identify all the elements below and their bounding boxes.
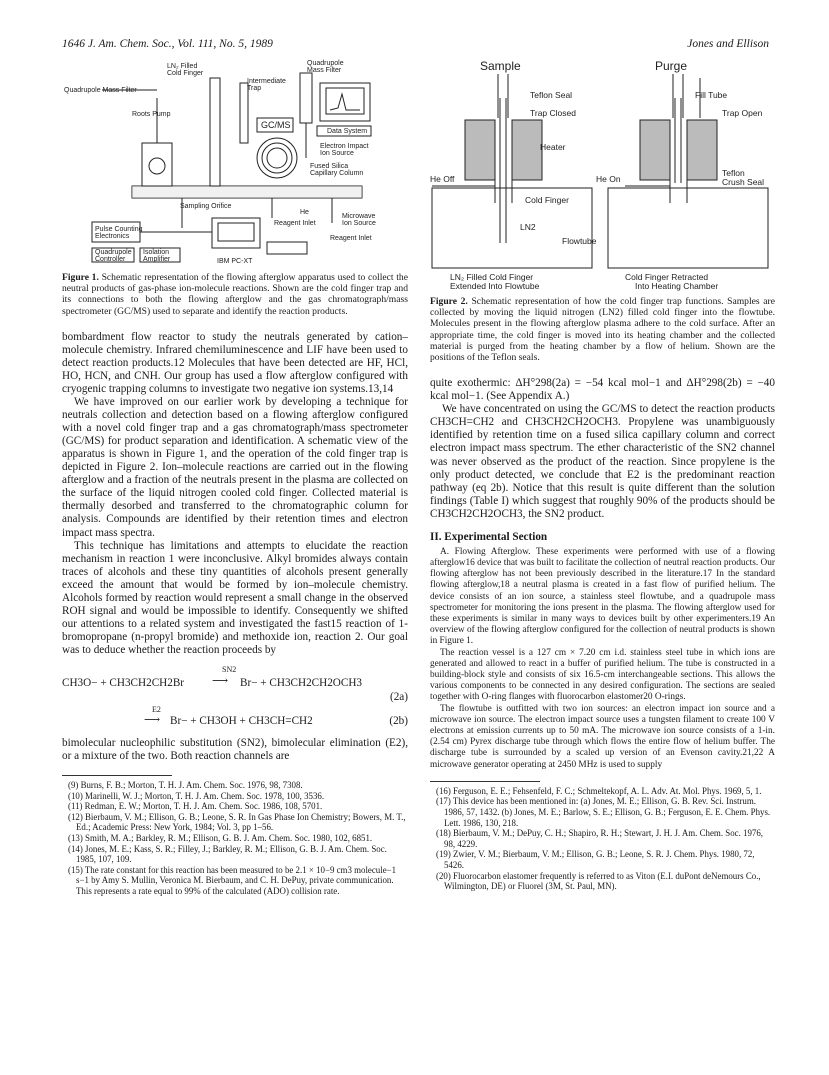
footnote-rule-left — [62, 775, 172, 776]
eq2b-arrow-label: E2 — [152, 704, 161, 714]
fig1-label-microwave: Microwave — [342, 213, 376, 220]
fig1-label-he: He — [300, 209, 309, 216]
fig2-label-bottom-left-line2: Extended Into Flowtube — [450, 281, 540, 291]
eq2a-number: (2a) — [389, 690, 408, 703]
reference-15: (15) The rate constant for this reaction has been measured to be 2.1 × 10−9 cm3 molecule−1 s−1 by Amy S. Mullin, Veronica M. Bierbaum, and C. H. DePuy, private communication. This represents a rate equal to 99% of the calculated (ADO) collision rate. — [68, 864, 397, 897]
fig2-label-fill-tube: Fill Tube — [695, 90, 728, 100]
fig2-label-bottom-left: LN₂ Filled Cold Finger — [450, 272, 534, 282]
figure-1-caption — [62, 272, 408, 317]
reference-9: (9) Burns, F. B.; Morton, T. H. J. Am. Chem. Soc. 1976, 98, 7308. — [68, 780, 303, 791]
right-paragraph-2: We have concentrated on using the GC/MS to detect the reaction products CH3CH=CH2 and CH3CH2CH2OCH3. Propylene was unambiguously identified by retention time on a fused silica capillary column and correct electron impact mass spectrum. The ether characteristic of the SN2 channel was never observed as the product of the reaction. Since propylene is the only product detected, we conclude that E2 is the predominant reaction pathway (eq 2b). Notice that this result is quite different than the solution findings (Table I) which suggest that roughly 90% of the products should be CH3CH2CH2OCH3, the SN2 product. — [430, 403, 775, 520]
figure-1-schematic — [62, 58, 408, 270]
eq2a-rhs: Br− + CH3CH2CH2OCH3 — [240, 676, 363, 689]
reference-11: (11) Redman, E. W.; Morton, T. H. J. Am. Chem. Soc. 1986, 108, 5701. — [68, 801, 323, 812]
right-body — [430, 377, 775, 521]
footnote-rule-right — [430, 781, 540, 782]
fig2-label-purge: Purge — [655, 59, 688, 73]
fig2-label-trap-open: Trap Open — [722, 108, 763, 118]
eq2a-arrow-label: SN2 — [222, 664, 237, 674]
reference-20: (20) Fluorocarbon elastomer frequently is referred to as Viton (E.I. duPont deNemours Co., Wilmington, DE) or Fluorel (3M, St. Paul, MN). — [436, 870, 761, 892]
fig1-label-fused: Fused Silica — [310, 163, 349, 170]
fig1-label-pulse-line2: Electronics — [95, 233, 130, 240]
fig2-label-sample: Sample — [480, 59, 521, 73]
reference-19: (19) Zwier, V. M.; Bierbaum, V. M.; Ellison, G. B.; Leone, S. R. J. Chem. Phys. 1980, 72, 5426. — [436, 849, 755, 870]
eq2b-number: (2b) — [389, 714, 408, 727]
fig1-label-quad-ctrl: Quadrupole — [95, 249, 132, 256]
exp-paragraph-1: A. Flowing Afterglow. These experiments were performed with use of a flowing afterglow16 device that was built to facilitate the collection of neutral reaction products. Our flowing afterglow has not been previously described in the literature.17 In the standard flowing afterglow,18 a neutral plasma is created in a fast flow of purified helium. The device consists of an ion source, a stainless steel flowtube, and a quadrupole mass spectrometer for monitoring the ions present in the plasma. The flowing afterglow used for these experiments is similar in many ways to devices built by other experimenters.19 An overview of the flowing afterglow configured for the collection of neutral products is shown in Figure 1. — [430, 546, 775, 647]
fig1-label-isolation: Isolation — [143, 249, 170, 256]
fig1-label-quad-ctrl-line2: Controller — [95, 256, 126, 263]
eq2a-lhs: CH3O− + CH3CH2CH2Br — [62, 676, 185, 689]
fig1-label-microwave-line2: Ion Source — [342, 220, 376, 227]
left-paragraph-2: We have improved on our earlier work by developing a technique for neutrals collection and detection based on a flowing afterglow configured with a novel cold finger trap and a gas chromatograph/mass spectrometer (GC/MS) for product separation and identification. A schematic view of the apparatus is shown in Figure 1, and the operation of the cold finger trap is depicted in Figure 2. Ion–molecule reactions are carried out in the flowing afterglow and a fraction of the neutrals present in the plasma are collected on the surface of the liquid nitrogen cooled cold finger. Collected material is thermally desorbed and transferred to the chromatographic column for analysis. Compounds are identified by their retention times and electron impact mass spectra. — [62, 396, 408, 539]
reference-18: (18) Bierbaum, V. M.; DePuy, C. H.; Shapiro, R. H.; Stewart, J. H. J. Am. Chem. Soc. 1976, 98, 4229. — [436, 828, 763, 849]
left-body-after-eq — [62, 737, 408, 763]
equation-2a — [62, 665, 408, 701]
left-body — [62, 331, 408, 657]
fig1-label-ln2: LN₂ Filled — [167, 63, 198, 70]
figure-2-schematic — [430, 58, 775, 294]
reference-14: (14) Jones, M. E.; Kass, S. R.; Filley, J.; Barkley, R. M.; Ellison, G. B. J. Am. Chem. Soc. 1985, 107, 109. — [68, 843, 387, 865]
reference-13: (13) Smith, M. A.; Barkley, R. M.; Ellison, G. B. J. Am. Chem. Soc. 1980, 102, 6851. — [68, 833, 373, 844]
fig2-label-bottom-right-line2: Into Heating Chamber — [635, 281, 719, 291]
eq2a-arrow: ⟶ — [212, 674, 229, 687]
left-paragraph-after-eq: bimolecular nucleophilic substitution (SN2), bimolecular elimination (E2), or a mixture of the two. Both reaction channels are — [62, 736, 408, 763]
reference-17: (17) This device has been mentioned in: (a) Jones, M. E.; Ellison, G. B. Rev. Sci. Instrum. 1986, 57, 1432. (b) Jones, M. E.; Barlow, S. E.; Ellison, G. B.; Ferguson, E. E. Chem. Phys. Lett. 1986, 130, 218. — [436, 796, 771, 828]
equation-2b — [62, 704, 408, 733]
fig2-label-he-on: He On — [596, 174, 621, 184]
eq2b-rhs: Br− + CH3OH + CH3CH=CH2 — [170, 714, 313, 727]
figure-1 — [62, 58, 408, 270]
fig1-label-fused-line2: Capillary Column — [310, 170, 364, 177]
experimental-text — [430, 547, 775, 771]
right-paragraph-1: quite exothermic: ΔH°298(2a) = −54 kcal mol−1 and ΔH°298(2b) = −40 kcal mol−1. (See Appendix A.) — [430, 377, 775, 403]
fig1-label-quad-top: Quadrupole — [307, 60, 344, 67]
fig2-label-heater: Heater — [540, 142, 566, 152]
section-title: II. Experimental Section — [430, 530, 548, 543]
author-names: Jones and Ellison — [687, 38, 769, 50]
figure-2-caption-label: Figure 2. — [430, 296, 468, 307]
reference-16: (16) Ferguson, E. E.; Fehsenfeld, F. C.; Schmeltekopf, A. L. Adv. At. Mol. Phys. 1969, 5, 1. — [436, 785, 762, 796]
fig1-label-ibm: IBM PC-XT — [217, 258, 253, 265]
fig1-label-orifice: Sampling Orifice — [180, 203, 232, 210]
fig2-label-bottom-right: Cold Finger Retracted — [625, 272, 709, 282]
fig1-label-quad-top-line2: Mass Filter — [307, 67, 342, 74]
exp-paragraph-2: The reaction vessel is a 127 cm × 7.20 cm i.d. stainless steel tube in which ions are generated and allowed to react in a buffer of purified helium. The tube is constructed in a building-block style and consists of six 16.5-cm interchangeable sections. This allows the various components to be connected in any desired configuration. The sections are sealed together with O-ring flanges with fluorocarbon elastomer20 O-rings. — [430, 647, 775, 703]
figure-2 — [430, 58, 775, 294]
figure-1-caption-text: Schematic representation of the flowing afterglow apparatus used to collect the neutral products of gas-phase ion-molecule reactions. Shown are the cold finger trap and its connections to both the flowing afterglow and the gas chromatograph/mass spectrometer (GC/MS) used to separate and identify the reaction products. — [62, 272, 408, 317]
fig1-label-gcms: GC/MS — [261, 120, 291, 130]
fig1-label-data-system: Data System — [327, 128, 368, 135]
fig2-label-teflon-crush-line2: Crush Seal — [722, 177, 765, 187]
fig1-label-intermediate: Intermediate — [247, 78, 286, 85]
eq2b-arrow: ⟶ — [144, 713, 161, 726]
figure-2-caption — [430, 296, 775, 363]
fig1-label-roots: Roots Pump — [132, 111, 171, 118]
reference-10: (10) Marinelli, W. J.; Morton, T. H. J. Am. Chem. Soc. 1978, 100, 3536. — [68, 790, 325, 801]
fig2-label-ln2: LN2 — [520, 222, 536, 232]
fig1-label-reagent1: Reagent Inlet — [274, 220, 316, 227]
fig1-label-reagent2: Reagent Inlet — [330, 235, 372, 242]
fig2-label-teflon-seal: Teflon Seal — [530, 90, 573, 100]
fig1-label-quad-left: Quadrupole Mass Filter — [64, 87, 137, 94]
figure-2-caption-text: Schematic representation of how the cold finger trap functions. Samples are collected by moving the liquid nitrogen (LN2) filled cold finger into the flowtube. Molecules present in the flowing afterglow plasma adhere to the cold surface. After an appropriate time, the cold finger is moved into its heating chamber and the collected material is purged from the heating chamber by a flow of helium. Shown are the positions of the Teflon seals. — [430, 296, 775, 364]
fig1-label-pulse: Pulse Counting — [95, 226, 143, 233]
fig1-label-ln2-line2: Cold Finger — [167, 70, 204, 77]
fig2-label-teflon-crush: Teflon — [722, 168, 745, 178]
left-paragraph-1: bombardment flow reactor to study the neutrals generated by cation–molecule chemistry. Infrared chemiluminescence and LIF have been used to detect reaction products.12 Molecules that have been detected are HF, HCl, HO, HCN, and CNH. Our group has used a flow afterglow configured with cryogenic trapping columns to investigate two negative ion systems.13,14 — [62, 330, 408, 395]
fig1-label-intermediate-line2: Trap — [247, 85, 262, 92]
fig2-label-flowtube: Flowtube — [562, 236, 597, 246]
right-references — [430, 786, 775, 892]
left-column — [62, 58, 408, 897]
fig1-label-isolation-line2: Amplifier — [143, 256, 171, 263]
figure-1-caption-label: Figure 1. — [62, 272, 99, 283]
fig2-label-trap-closed: Trap Closed — [530, 108, 576, 118]
left-paragraph-3: This technique has limitations and attempts to elucidate the reaction mechanism in reaction 1 were inconclusive. Alkyl bromides always contain traces of alcohols and these tiny quantities of alcohols present generally exceed the amount that would be formed by ion–molecule chemistry. Alcohols formed by reaction would represent a small change in the observed ROH signal and would be impossible to identify. Consequently we shifted our attentions to a related system and investigated the fast15 reaction of 1-bromopropane (n-propyl bromide) and methoxide ion, reaction 2. Our goal was to deduce whether the reaction proceeds by — [62, 539, 408, 656]
fig2-label-he-off: He Off — [430, 174, 455, 184]
fig1-label-electron-line2: Ion Source — [320, 150, 354, 157]
fig1-label-electron: Electron Impact — [320, 143, 369, 150]
journal-citation: 1646 J. Am. Chem. Soc., Vol. 111, No. 5, 1989 — [62, 38, 273, 50]
reference-12: (12) Bierbaum, V. M.; Ellison, G. B.; Leone, S. R. In Gas Phase Ion Chemistry; Bowers, M. T., Ed.; Academic Press: New York, 1984; Vol. 3, pp 1–56. — [68, 811, 406, 833]
page-header — [62, 38, 769, 54]
right-column — [430, 58, 775, 892]
fig2-label-cold-finger: Cold Finger — [525, 195, 569, 205]
left-references — [62, 780, 408, 897]
exp-paragraph-3: The flowtube is outfitted with two ion sources: an electron impact ion source and a microwave ion source. The electron impact source uses a tungsten filament to create 100 V electrons at emission currents up to 50 mA. The microwave ion source consists of a 1-in. (2.54 cm) Pyrex discharge tube through which flows the entire flow of helium buffer. The discharge tube is surrounded by a scaled up version of an Evenson cavity.21,22 A microwave generator operating at 2450 MHz is used to supply — [430, 703, 775, 770]
